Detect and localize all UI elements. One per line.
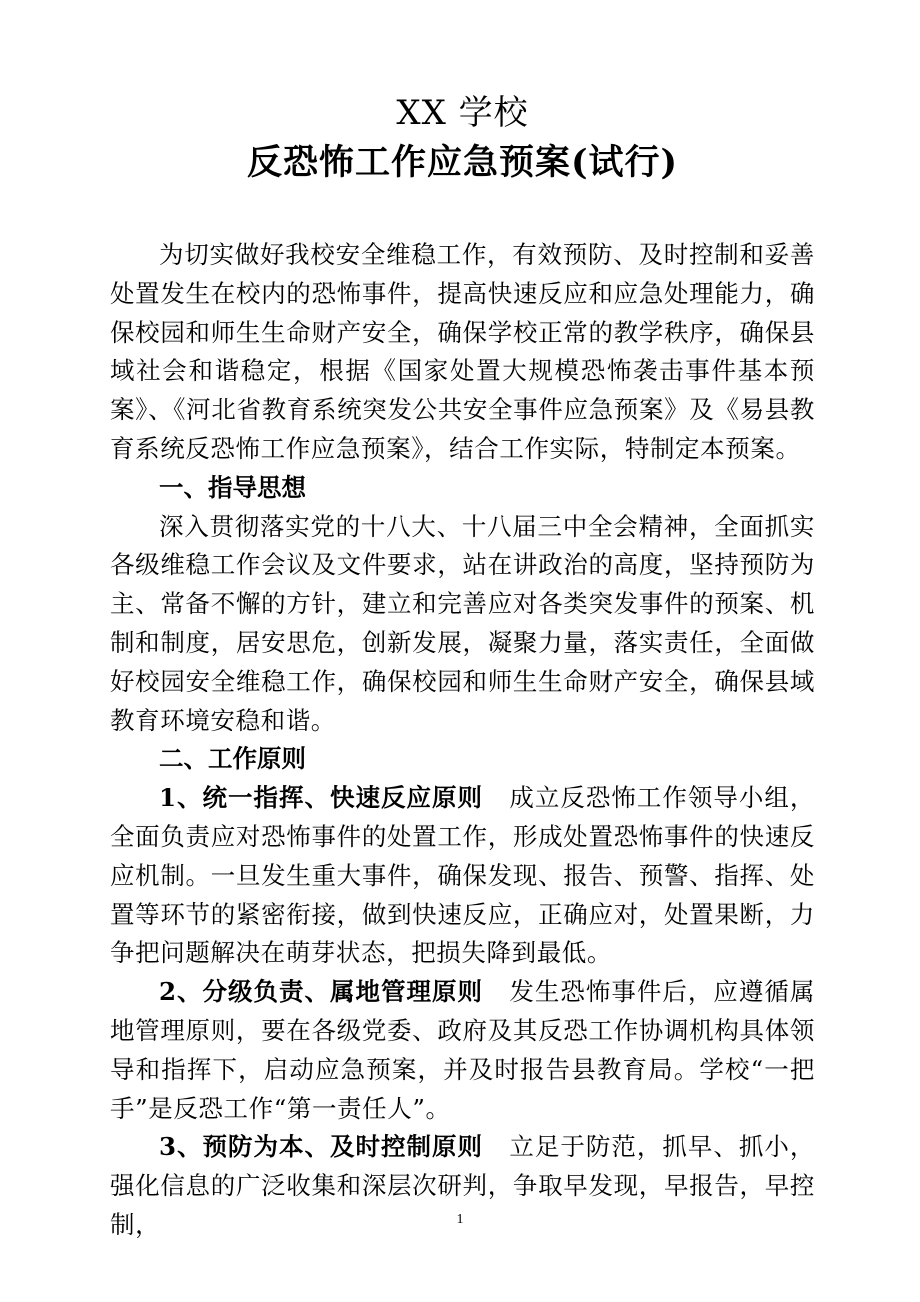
intro-paragraph: 为切实做好我校安全维稳工作，有效预防、及时控制和妥善处置发生在校内的恐怖事件，提高快速反应和应急处理能力，确保校园和师生生命财产安全，确保学校正常的教学秩序，确保县域社会和谐稳定，根据《国家处置大规模恐怖袭击事件基本预案》、《河北省教育系统突发公共安全事件应急预案》及《易县教育系统反恐怖工作应急预案》，结合工作实际，特制定本预案。 — [110, 240, 815, 463]
principle-item-3-title: 3、预防为本、及时控制原则 — [159, 1132, 484, 1162]
document-page — [110, 88, 815, 1245]
principle-item-2 — [110, 973, 815, 1128]
principle-item-1-body: 成立反恐怖工作领导小组，全面负责应对恐怖事件的处置工作，形成处置恐怖事件的快速反应机制。一旦发生重大事件，确保发现、报告、预警、指挥、处置等环节的紧密衔接，做到快速反应，正确应对，处置果断，力争把问题解决在萌芽状态，把损失降到最低。 — [110, 783, 815, 968]
section-body-guiding-ideology: 深入贯彻落实党的十八大、十八届三中全会精神，全面抓实各级维稳工作会议及文件要求，站在讲政治的高度，坚持预防为主、常备不懈的方针，建立和完善应对各类突发事件的预案、机制和制度，居安思危，创新发展，凝聚力量，落实责任，全面做好校园安全维稳工作，确保校园和师生生命财产安全，确保县域教育环境安稳和谐。 — [110, 511, 815, 735]
principle-item-2-title: 2、分级负责、属地管理原则 — [159, 977, 484, 1007]
page-number: 1 — [456, 1212, 464, 1227]
document-title: 反恐怖工作应急预案(试行) — [246, 142, 679, 183]
document-title-school: XX 学校 — [396, 93, 529, 133]
principle-item-1-title: 1、统一指挥、快速反应原则 — [159, 783, 484, 813]
section-heading-guiding-ideology: 一、指导思想 — [159, 472, 306, 502]
section-heading-work-principles: 二、工作原则 — [159, 744, 306, 774]
principle-item-2-body: 发生恐怖事件后，应遵循属地管理原则，要在各级党委、政府及其反恐工作协调机构具体领导和指挥下，启动应急预案，并及时报告县教育局。学校“一把手”是反恐工作“第一责任人”。 — [110, 977, 815, 1123]
principle-item-1 — [110, 779, 815, 973]
principle-item-3-body: 立足于防范，抓早、抓小，强化信息的广泛收集和深层次研判，争取早发现，早报告，早控制， — [110, 1132, 815, 1239]
